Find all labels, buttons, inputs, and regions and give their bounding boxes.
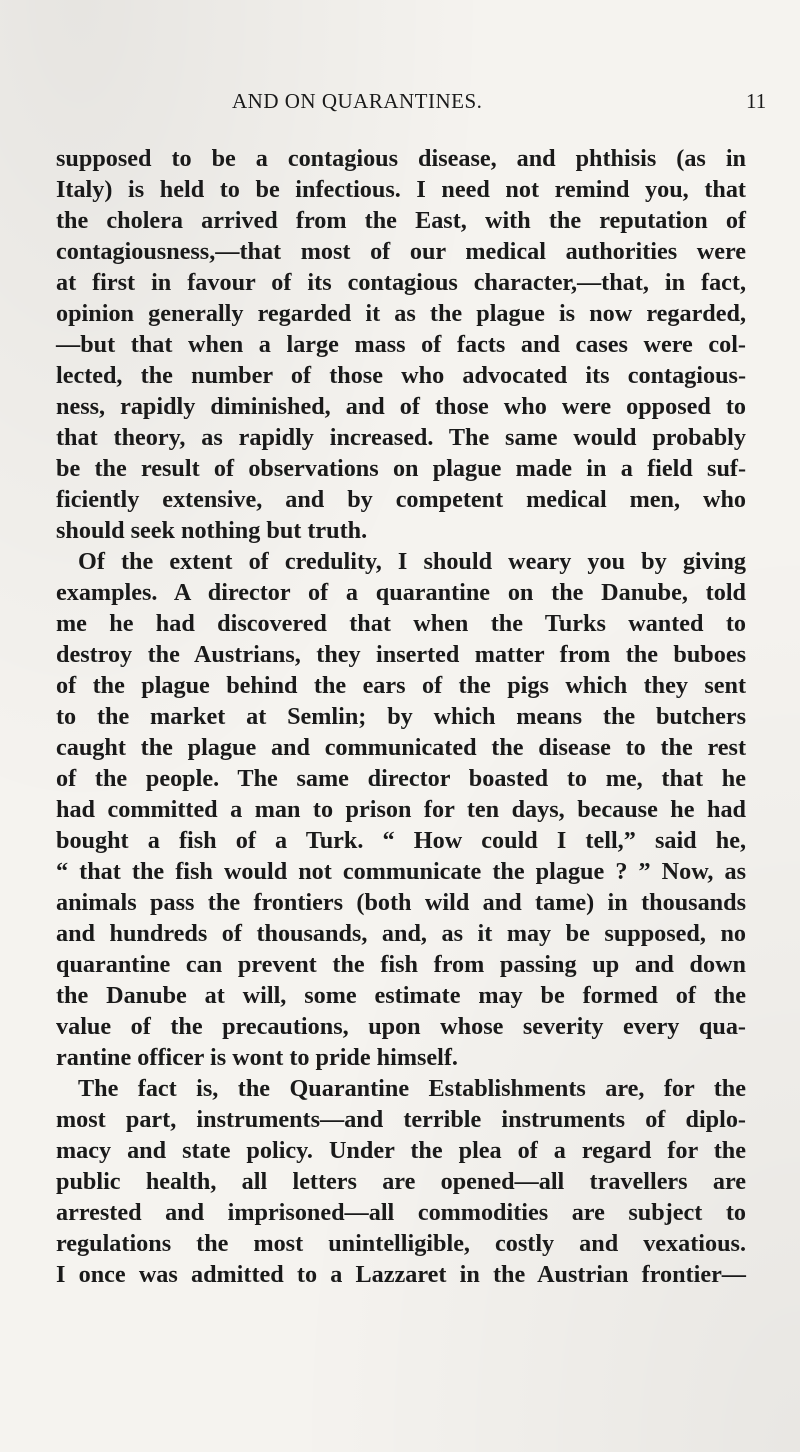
text-line: at first in favour of its contagious character,—that, in fact, xyxy=(56,269,746,296)
text-line: had committed a man to prison for ten days, because he had xyxy=(56,796,746,823)
text-line: quarantine can prevent the fish from passing up and down xyxy=(56,951,746,978)
text-line: value of the precautions, upon whose severity every qua- xyxy=(56,1013,746,1040)
text-line: bought a fish of a Turk. “ How could I tell,” said he, xyxy=(56,827,746,854)
text-line: arrested and imprisoned—all commodities are subject to xyxy=(56,1199,746,1226)
text-line: destroy the Austrians, they inserted matter from the buboes xyxy=(56,641,746,668)
text-line: examples. A director of a quarantine on the Danube, told xyxy=(56,579,746,606)
text-line: the Danube at will, some estimate may be formed of the xyxy=(56,982,746,1009)
text-line: I once was admitted to a Lazzaret in the Austrian frontier— xyxy=(56,1261,746,1288)
text-line: should seek nothing but truth. xyxy=(56,517,368,544)
text-line: be the result of observations on plague made in a field suf- xyxy=(56,455,746,482)
text-line: of the plague behind the ears of the pigs which they sent xyxy=(56,672,746,699)
text-line: supposed to be a contagious disease, and phthisis (as in xyxy=(56,145,746,172)
page-number: 11 xyxy=(746,89,767,113)
running-head xyxy=(0,89,800,119)
text-line: “ that the fish would not communicate the plague ? ” Now, as xyxy=(56,858,746,885)
text-line: me he had discovered that when the Turks wanted to xyxy=(56,610,746,637)
text-line: to the market at Semlin; by which means the butchers xyxy=(56,703,746,730)
text-line: lected, the number of those who advocated its contagious- xyxy=(56,362,746,389)
text-line: Of the extent of credulity, I should weary you by giving xyxy=(78,548,746,575)
text-line: caught the plague and communicated the disease to the rest xyxy=(56,734,746,761)
text-line: Italy) is held to be infectious. I need not remind you, that xyxy=(56,176,746,203)
running-title: AND ON QUARANTINES. xyxy=(232,89,483,113)
text-line: the cholera arrived from the East, with the reputation of xyxy=(56,207,746,234)
text-line: —but that when a large mass of facts and cases were col- xyxy=(56,331,746,358)
text-line: most part, instruments—and terrible instruments of diplo- xyxy=(56,1106,746,1133)
text-line: contagiousness,—that most of our medical authorities were xyxy=(56,238,746,265)
text-line: and hundreds of thousands, and, as it may be supposed, no xyxy=(56,920,746,947)
text-line: animals pass the frontiers (both wild and tame) in thousands xyxy=(56,889,746,916)
body-text xyxy=(56,143,746,1290)
text-line: that theory, as rapidly increased. The same would probably xyxy=(56,424,746,451)
text-line: rantine officer is wont to pride himself. xyxy=(56,1044,458,1071)
text-line: regulations the most unintelligible, costly and vexatious. xyxy=(56,1230,746,1257)
text-line: ness, rapidly diminished, and of those who were opposed to xyxy=(56,393,746,420)
text-line: macy and state policy. Under the plea of a regard for the xyxy=(56,1137,746,1164)
text-line: public health, all letters are opened—all travellers are xyxy=(56,1168,746,1195)
text-line: The fact is, the Quarantine Establishments are, for the xyxy=(78,1075,746,1102)
text-line: opinion generally regarded it as the plague is now regarded, xyxy=(56,300,746,327)
text-line: ficiently extensive, and by competent medical men, who xyxy=(56,486,746,513)
text-line: of the people. The same director boasted to me, that he xyxy=(56,765,746,792)
